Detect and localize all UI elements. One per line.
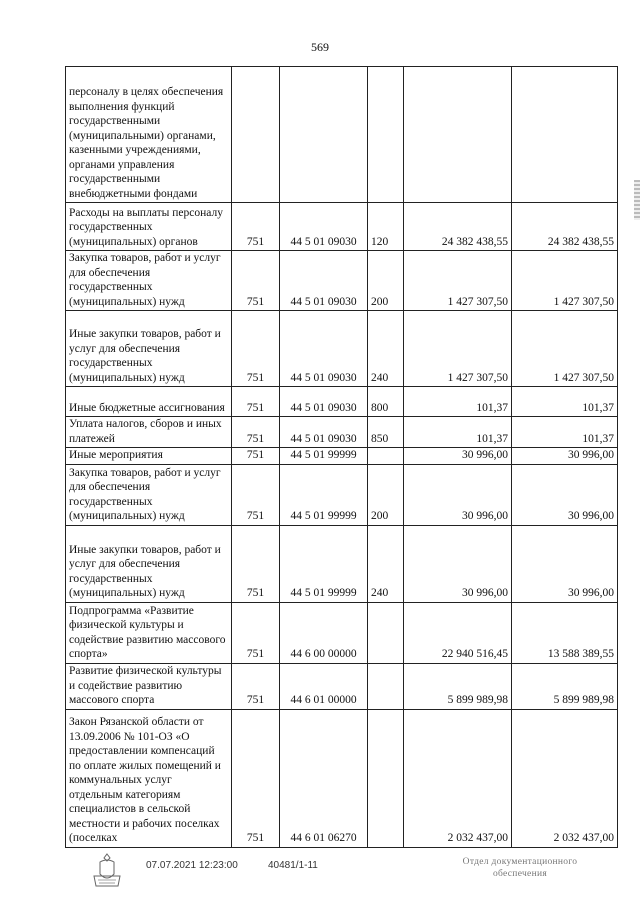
cell-csr: 44 5 01 09030	[280, 387, 368, 417]
cell-sum2: 101,37	[512, 417, 618, 448]
cell-sum2: 30 996,00	[512, 448, 618, 465]
emblem-icon	[90, 852, 124, 890]
cell-adm: 751	[232, 417, 280, 448]
cell-name: Закупка товаров, работ и услуг для обеспечения государственных (муниципальных) нужд	[66, 464, 232, 525]
table-row	[66, 311, 618, 387]
cell-sum1: 101,37	[404, 417, 512, 448]
cell-sum2: 5 899 989,98	[512, 663, 618, 709]
cell-name: Иные закупки товаров, работ и услуг для обеспечения государственных (муниципальных) нужд	[66, 525, 232, 602]
cell-vr: 120	[368, 203, 404, 251]
cell-vr	[368, 602, 404, 663]
cell-adm: 751	[232, 525, 280, 602]
cell-csr: 44 5 01 99999	[280, 464, 368, 525]
cell-sum1: 30 996,00	[404, 464, 512, 525]
footer-department	[430, 856, 610, 880]
table-row	[66, 448, 618, 465]
cell-adm: 751	[232, 602, 280, 663]
cell-sum1: 101,37	[404, 387, 512, 417]
cell-csr: 44 5 01 99999	[280, 448, 368, 465]
cell-adm: 751	[232, 709, 280, 847]
budget-table	[65, 66, 618, 848]
table-row	[66, 709, 618, 847]
cell-csr: 44 5 01 09030	[280, 203, 368, 251]
cell-sum2: 24 382 438,55	[512, 203, 618, 251]
footer	[0, 856, 640, 896]
footer-department-line1: Отдел документационного	[462, 857, 578, 867]
cell-sum1: 30 996,00	[404, 448, 512, 465]
cell-name: Уплата налогов, сборов и иных платежей	[66, 417, 232, 448]
cell-csr: 44 6 00 00000	[280, 602, 368, 663]
cell-vr	[368, 448, 404, 465]
cell-name: Иные мероприятия	[66, 448, 232, 465]
cell-name: Развитие физической культуры и содействие развитию массового спорта	[66, 663, 232, 709]
cell-vr: 200	[368, 251, 404, 311]
cell-sum1: 22 940 516,45	[404, 602, 512, 663]
scan-edge-mark	[634, 180, 640, 220]
cell-csr	[280, 67, 368, 203]
cell-name: Расходы на выплаты персоналу государственных (муниципальных) органов	[66, 203, 232, 251]
page-number: 569	[311, 40, 329, 54]
cell-csr: 44 5 01 09030	[280, 417, 368, 448]
table-row	[66, 602, 618, 663]
footer-department-line2: обеспечения	[492, 869, 548, 879]
cell-sum1: 1 427 307,50	[404, 251, 512, 311]
cell-adm: 751	[232, 448, 280, 465]
cell-vr	[368, 663, 404, 709]
cell-adm	[232, 67, 280, 203]
cell-sum1: 24 382 438,55	[404, 203, 512, 251]
cell-name: Иные закупки товаров, работ и услуг для обеспечения государственных (муниципальных) нужд	[66, 311, 232, 387]
cell-vr: 850	[368, 417, 404, 448]
cell-csr: 44 6 01 00000	[280, 663, 368, 709]
table-row	[66, 67, 618, 203]
cell-name: Иные бюджетные ассигнования	[66, 387, 232, 417]
cell-sum1: 30 996,00	[404, 525, 512, 602]
cell-vr: 200	[368, 464, 404, 525]
table-row	[66, 387, 618, 417]
cell-adm: 751	[232, 311, 280, 387]
cell-sum1: 2 032 437,00	[404, 709, 512, 847]
cell-sum2: 30 996,00	[512, 525, 618, 602]
cell-sum2: 2 032 437,00	[512, 709, 618, 847]
table-row	[66, 464, 618, 525]
cell-vr	[368, 709, 404, 847]
table-row	[66, 203, 618, 251]
cell-sum1: 1 427 307,50	[404, 311, 512, 387]
cell-csr: 44 6 01 06270	[280, 709, 368, 847]
cell-adm: 751	[232, 251, 280, 311]
table-row	[66, 663, 618, 709]
cell-sum2: 30 996,00	[512, 464, 618, 525]
cell-adm: 751	[232, 387, 280, 417]
cell-sum2: 1 427 307,50	[512, 311, 618, 387]
cell-csr: 44 5 01 99999	[280, 525, 368, 602]
cell-vr: 240	[368, 525, 404, 602]
cell-name: Закупка товаров, работ и услуг для обеспечения государственных (муниципальных) нужд	[66, 251, 232, 311]
cell-vr: 800	[368, 387, 404, 417]
cell-adm: 751	[232, 663, 280, 709]
cell-csr: 44 5 01 09030	[280, 311, 368, 387]
cell-vr	[368, 67, 404, 203]
cell-sum2	[512, 67, 618, 203]
footer-doc-number: 40481/1-11	[268, 860, 318, 871]
cell-adm: 751	[232, 464, 280, 525]
cell-csr: 44 5 01 09030	[280, 251, 368, 311]
table-row	[66, 251, 618, 311]
cell-sum2: 101,37	[512, 387, 618, 417]
cell-sum2: 1 427 307,50	[512, 251, 618, 311]
footer-datetime: 07.07.2021 12:23:00	[146, 860, 238, 871]
table-row	[66, 417, 618, 448]
cell-name: Подпрограмма «Развитие физической культуры и содействие развитию массового спорта»	[66, 602, 232, 663]
table-row	[66, 525, 618, 602]
cell-sum2: 13 588 389,55	[512, 602, 618, 663]
cell-sum1	[404, 67, 512, 203]
cell-sum1: 5 899 989,98	[404, 663, 512, 709]
cell-name: персоналу в целях обеспечения выполнения функций государственными (муниципальными) органами, казенными учреждениями, органами управления государственными внебюджетными фондами	[66, 67, 232, 203]
cell-adm: 751	[232, 203, 280, 251]
cell-name: Закон Рязанской области от 13.09.2006 № 101-ОЗ «О предоставлении компенсаций по оплате жилых помещений и коммунальных услуг отдельным категориям специалистов в сельской местности и рабочих поселках (поселках	[66, 709, 232, 847]
cell-vr: 240	[368, 311, 404, 387]
